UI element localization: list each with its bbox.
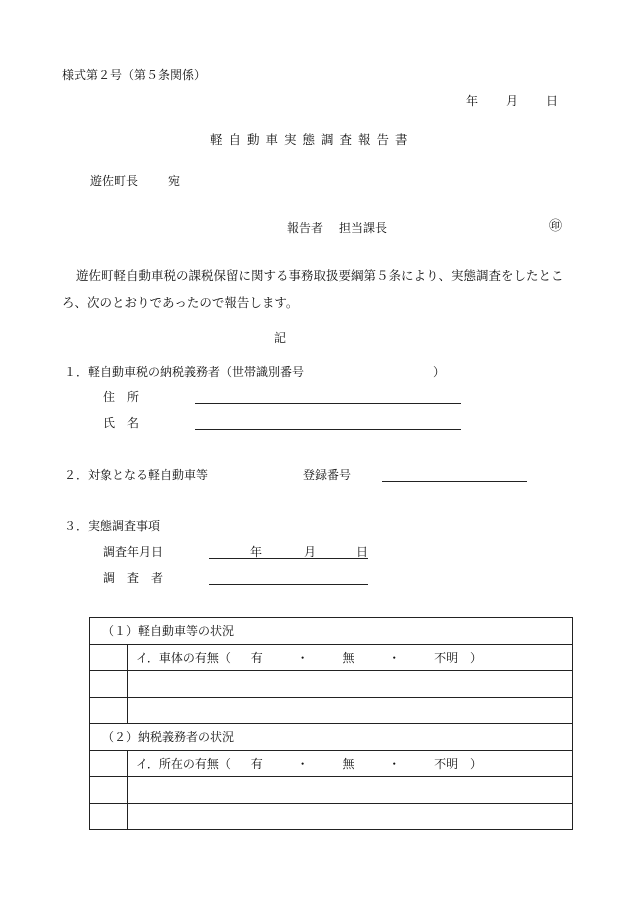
section-3-heading: ３．実態調査事項 [64,519,161,533]
table-row [90,724,573,751]
option-unknown[interactable]: 不明 [434,756,459,771]
table-cell[interactable] [128,671,573,698]
section-1-heading: １．軽自動車税の納税義務者（世帯識別番号 [64,365,305,379]
registration-label: 登録番号 [303,468,352,482]
option-separator: ・ [296,756,309,771]
name-label: 氏 名 [103,416,140,430]
intro-paragraph: 遊佐町軽自動車税の課税保留に関する事務取扱要綱第５条により、実態調査をしたところ、次のとおりであったので報告します。 [62,268,564,310]
table-cell[interactable] [128,803,573,830]
vehicle-status-header: （１）軽自動車等の状況 [90,618,573,645]
table-cell [90,671,128,698]
status-table [89,617,573,830]
survey-date-day: 日 [356,545,369,559]
seal-mark: ㊞ [549,219,563,234]
option-separator: ・ [388,650,401,665]
ki-marker: 記 [274,331,287,345]
address-field-line[interactable] [195,403,461,404]
table-row [90,803,573,830]
section-1-close-paren: ） [433,365,446,379]
table-row [90,618,573,645]
investigator-label: 調 査 者 [103,571,164,585]
name-field-line[interactable] [195,429,461,430]
table-cell [90,777,128,804]
addressee-suffix: 宛 [168,174,181,188]
reporter-label: 報告者 [287,221,324,235]
address-label: 住 所 [103,390,140,404]
survey-date-label: 調査年月日 [103,545,164,559]
table-cell[interactable] [128,697,573,724]
form-number: 様式第２号（第５条関係） [62,68,207,82]
option-no[interactable]: 無 [342,756,355,771]
survey-date-line[interactable] [209,558,368,559]
table-row [90,644,573,671]
taxpayer-location-label: イ．所在の有無（ [136,756,231,771]
option-yes[interactable]: 有 [250,650,263,665]
investigator-field-line[interactable] [209,584,368,585]
vehicle-presence-label: イ．車体の有無（ [136,650,231,665]
taxpayer-location-row [128,750,573,777]
table-cell[interactable] [128,777,573,804]
table-cell [90,750,128,777]
option-unknown[interactable]: 不明 [434,650,459,665]
option-separator: ・ [388,756,401,771]
document-title: 軽自動車実態調査報告書 [210,132,414,147]
table-row [90,671,573,698]
vehicle-presence-row [128,644,573,671]
table-row [90,750,573,777]
reporter-role: 担当課長 [339,221,388,235]
option-separator: ・ [296,650,309,665]
date-month: 月 [506,94,519,108]
table-cell [90,644,128,671]
option-yes[interactable]: 有 [250,756,263,771]
option-no[interactable]: 無 [342,650,355,665]
addressee-name: 遊佐町長 [90,174,139,188]
survey-date-month: 月 [304,545,317,559]
survey-date-year: 年 [250,545,263,559]
date-year: 年 [466,94,479,108]
table-cell [90,803,128,830]
close-paren: ） [469,650,482,665]
table-cell [90,697,128,724]
table-row [90,697,573,724]
taxpayer-status-header: （２）納税義務者の状況 [90,724,573,751]
table-row [90,777,573,804]
section-2-heading: ２．対象となる軽自動車等 [64,468,209,482]
date-day: 日 [546,94,559,108]
registration-field-line[interactable] [382,481,527,482]
close-paren: ） [469,756,482,771]
